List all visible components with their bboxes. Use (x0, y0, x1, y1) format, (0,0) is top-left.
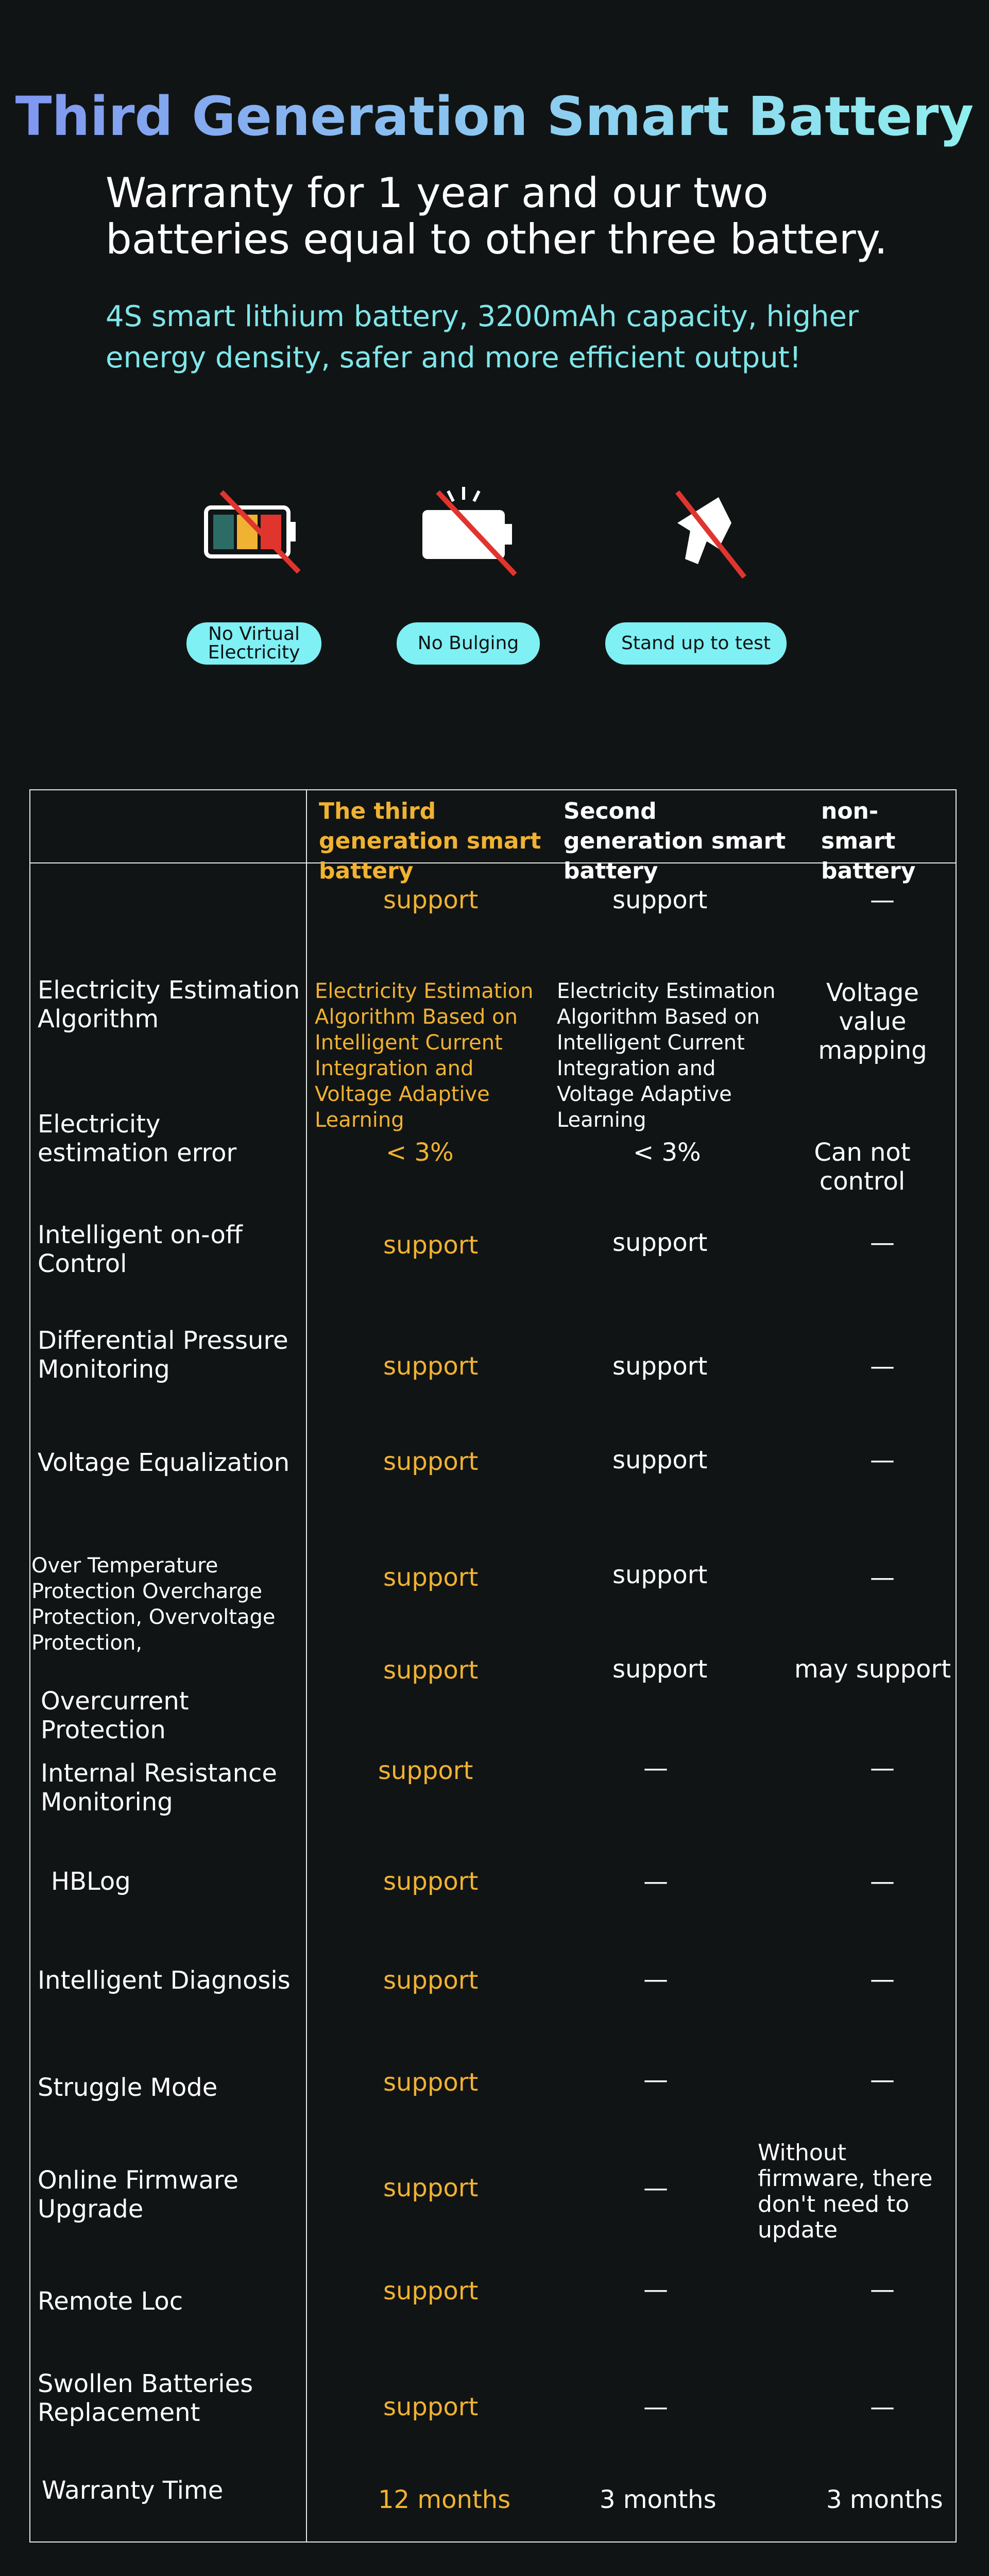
table-cell: — (643, 2275, 668, 2304)
table-cell: support (383, 1656, 479, 1685)
table-cell: 3 months (600, 2485, 717, 2514)
table-cell: support (383, 1867, 479, 1896)
table-cell: Can not control (814, 1138, 911, 1196)
row-label: Online Firmware Upgrade (38, 2166, 239, 2224)
table-cell: — (870, 1867, 895, 1896)
table-cell: support (612, 1655, 708, 1684)
table-cell: — (870, 1228, 895, 1257)
table-cell: — (870, 2393, 895, 2421)
table-cell: may support (794, 1655, 951, 1684)
feature-label-no-virtual-electricity: No Virtual Electricity (186, 622, 321, 665)
table-cell: support (612, 886, 708, 914)
table-cell: support (612, 1561, 708, 1589)
table-cell: support (383, 1966, 479, 1995)
warranty-text: Warranty for 1 year and our two batteries equal to other three battery. (106, 169, 888, 263)
table-cell: — (643, 1965, 668, 1994)
comparison-table (29, 789, 957, 2543)
table-cell: — (643, 2393, 668, 2421)
table-cell: Without firmware, there don't need to update (758, 2140, 933, 2243)
row-label: Intelligent on-off Control (38, 1221, 243, 1278)
table-cell: support (383, 886, 479, 914)
table-cell: Electricity Estimation Algorithm Based on Intelligent Current Integration and Voltage Adaptive Learning (315, 979, 534, 1132)
table-cell: support (383, 2174, 479, 2202)
row-label: Voltage Equalization (38, 1448, 290, 1477)
no-bulging-battery-icon (407, 482, 531, 580)
no-virtual-electricity-battery-icon (191, 482, 314, 580)
row-label: Remote Loc (38, 2287, 183, 2316)
row-label: Struggle Mode (38, 2073, 218, 2102)
row-label: Electricity Estimation Algorithm (38, 976, 300, 1033)
table-cell: support (383, 1352, 479, 1381)
table-cell: — (870, 886, 895, 914)
feature-label-stand-up-to-test: Stand up to test (605, 622, 787, 665)
row-label: Electricity estimation error (38, 1110, 237, 1167)
table-cell: 12 months (378, 2485, 511, 2514)
table-cell: — (870, 2275, 895, 2304)
table-cell: support (612, 1228, 708, 1257)
header-second-gen: Second generation smart battery (564, 798, 786, 884)
row-label: Warranty Time (42, 2476, 224, 2505)
hammer-icon (641, 482, 765, 580)
table-cell: Electricity Estimation Algorithm Based on Intelligent Current Integration and Voltage Adaptive Learning (557, 979, 776, 1132)
table-divider (306, 790, 307, 2541)
table-cell: — (870, 1352, 895, 1381)
table-cell: support (612, 1446, 708, 1475)
table-cell: support (612, 1352, 708, 1381)
table-cell: — (643, 2065, 668, 2094)
row-label: HBLog (51, 1867, 131, 1896)
feature-label-no-bulging: No Bulging (397, 622, 540, 665)
table-cell: support (383, 2068, 479, 2097)
table-cell: support (383, 2393, 479, 2421)
row-label: Differential Pressure Monitoring (38, 1326, 288, 1384)
table-cell: < 3% (386, 1138, 454, 1167)
table-cell: < 3% (633, 1138, 701, 1167)
table-cell: — (870, 1563, 895, 1592)
table-cell: support (378, 1756, 473, 1785)
row-label: Internal Resistance Monitoring (41, 1759, 277, 1817)
table-cell: — (870, 1754, 895, 1783)
row-label: Overcurrent Protection (41, 1687, 189, 1744)
battery-spec-text: 4S smart lithium battery, 3200mAh capacity, higher energy density, safer and more efficient output! (106, 300, 859, 375)
table-cell: Voltage value mapping (818, 978, 927, 1065)
header-third-gen: The third generation smart battery (319, 798, 541, 884)
table-cell: — (870, 2065, 895, 2094)
table-cell: — (643, 2174, 668, 2202)
table-cell: — (870, 1446, 895, 1475)
row-label: Over Temperature Protection Overcharge Protection, Overvoltage Protection, (31, 1554, 276, 1655)
table-cell: 3 months (826, 2485, 943, 2514)
row-label: Swollen Batteries Replacement (38, 2369, 253, 2427)
table-cell: support (383, 1447, 479, 1476)
header-non-smart: non-smart battery (821, 798, 916, 884)
row-label: Intelligent Diagnosis (38, 1966, 291, 1995)
table-cell: support (383, 1563, 479, 1592)
table-cell: — (870, 1965, 895, 1994)
table-cell: — (643, 1754, 668, 1783)
page-title: Third Generation Smart Battery (0, 85, 989, 148)
table-cell: support (383, 1231, 479, 1260)
table-cell: support (383, 2277, 479, 2306)
table-cell: — (643, 1867, 668, 1896)
